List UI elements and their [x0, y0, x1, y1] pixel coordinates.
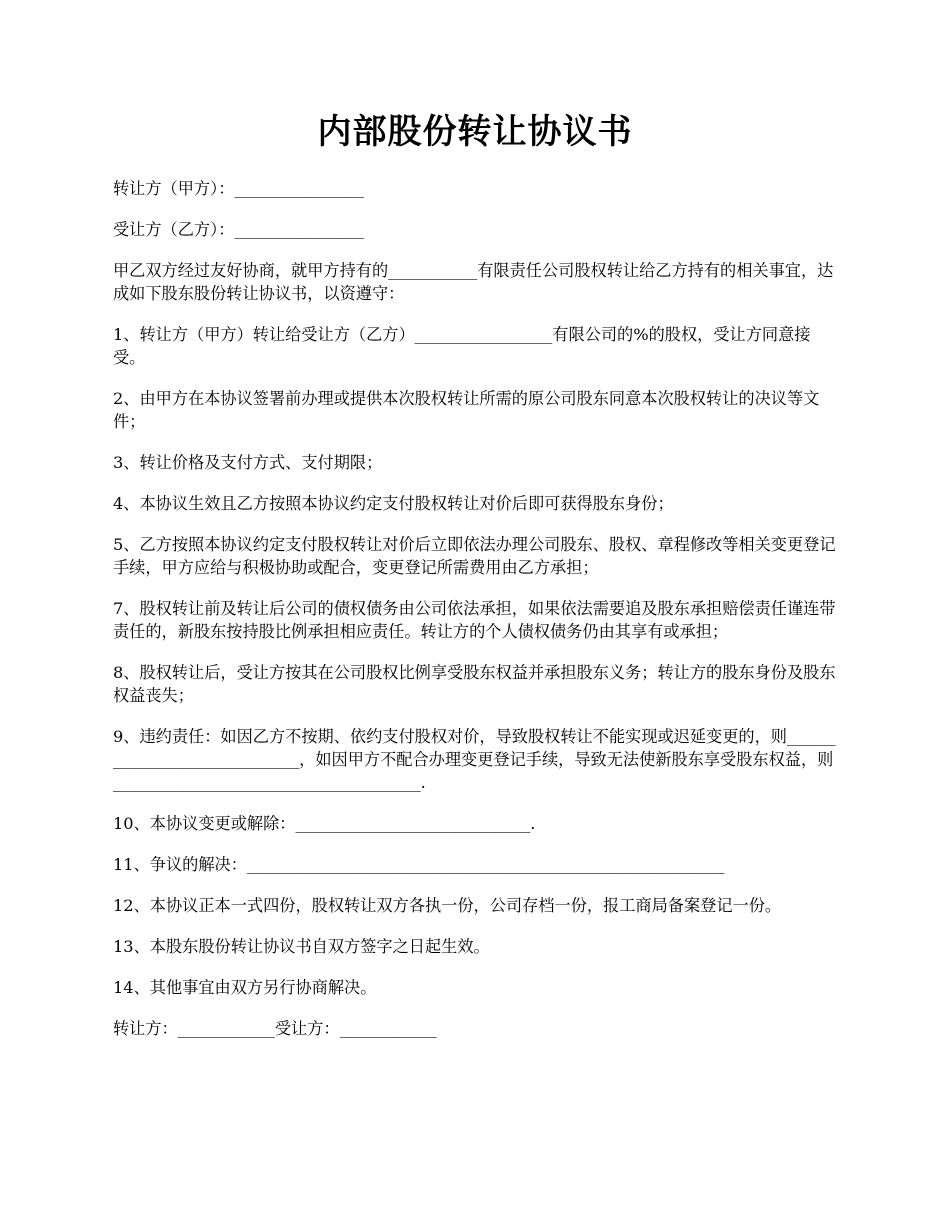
clause-7: 7、股权转让前及转让后公司的债权债务由公司依法承担，如果依法需要追及股东承担赔偿责任谨连带责任的，新股东按持股比例承担相应责任。转让方的个人债权债务仍由其享有或承担；: [113, 599, 836, 641]
clause-12: 12、本协议正本一式四份，股权转让双方各执一份，公司存档一份，报工商局备案登记一份。: [113, 896, 782, 915]
document-body: [113, 177, 841, 1058]
clause-3: 3、转让价格及支付方式、支付期限；: [113, 453, 383, 472]
clause-11: 11、争议的解决：___________________________________________________________: [113, 855, 725, 874]
document-title: 内部股份转让协议书: [317, 112, 633, 152]
signature-line: 转让方：____________受让方：____________: [113, 1019, 437, 1038]
clause-8: 8、股权转让后，受让方按其在公司股权比例享受股东权益并承担股东义务；转让方的股东身份及股东权益丧失；: [113, 663, 836, 705]
clause-4: 4、本协议生效且乙方按照本协议约定支付股权转让对价后即可获得股东身份；: [113, 494, 674, 513]
clause-9: 9、违约责任：如因乙方不按期、依约支付股权对价，导致股权转让不能实现或迟延变更的，则_____________________________，如因甲方不配合办理变更登记手续，导致无法使新股东享受股东权益，则______________________________________.: [113, 727, 836, 792]
clause-10: 10、本协议变更或解除：_____________________________.: [113, 814, 536, 833]
clause-5: 5、乙方按照本协议约定支付股权转让对价后立即依法办理公司股东、股权、章程修改等相关变更登记手续，甲方应给与积极协助或配合，变更登记所需费用由乙方承担；: [113, 535, 836, 577]
transferor-line: 转让方（甲方）：________________: [113, 179, 364, 198]
preamble-paragraph: 甲乙双方经过友好协商，就甲方持有的___________有限责任公司股权转让给乙方持有的相关事宜，达成如下股东股份转让协议书，以资遵守：: [113, 261, 834, 303]
transferee-line: 受让方（乙方）：________________: [113, 220, 364, 239]
clause-13: 13、本股东股份转让协议书自双方签字之日起生效。: [113, 937, 490, 956]
clause-2: 2、由甲方在本协议签署前办理或提供本次股权转让所需的原公司股东同意本次股权转让的决议等文件；: [113, 389, 820, 431]
clause-14: 14、其他事宜由双方另行协商解决。: [113, 978, 377, 997]
clause-1: 1、转让方（甲方）转让给受让方（乙方）_________________有限公司的%的股权，受让方同意接受。: [113, 325, 811, 367]
